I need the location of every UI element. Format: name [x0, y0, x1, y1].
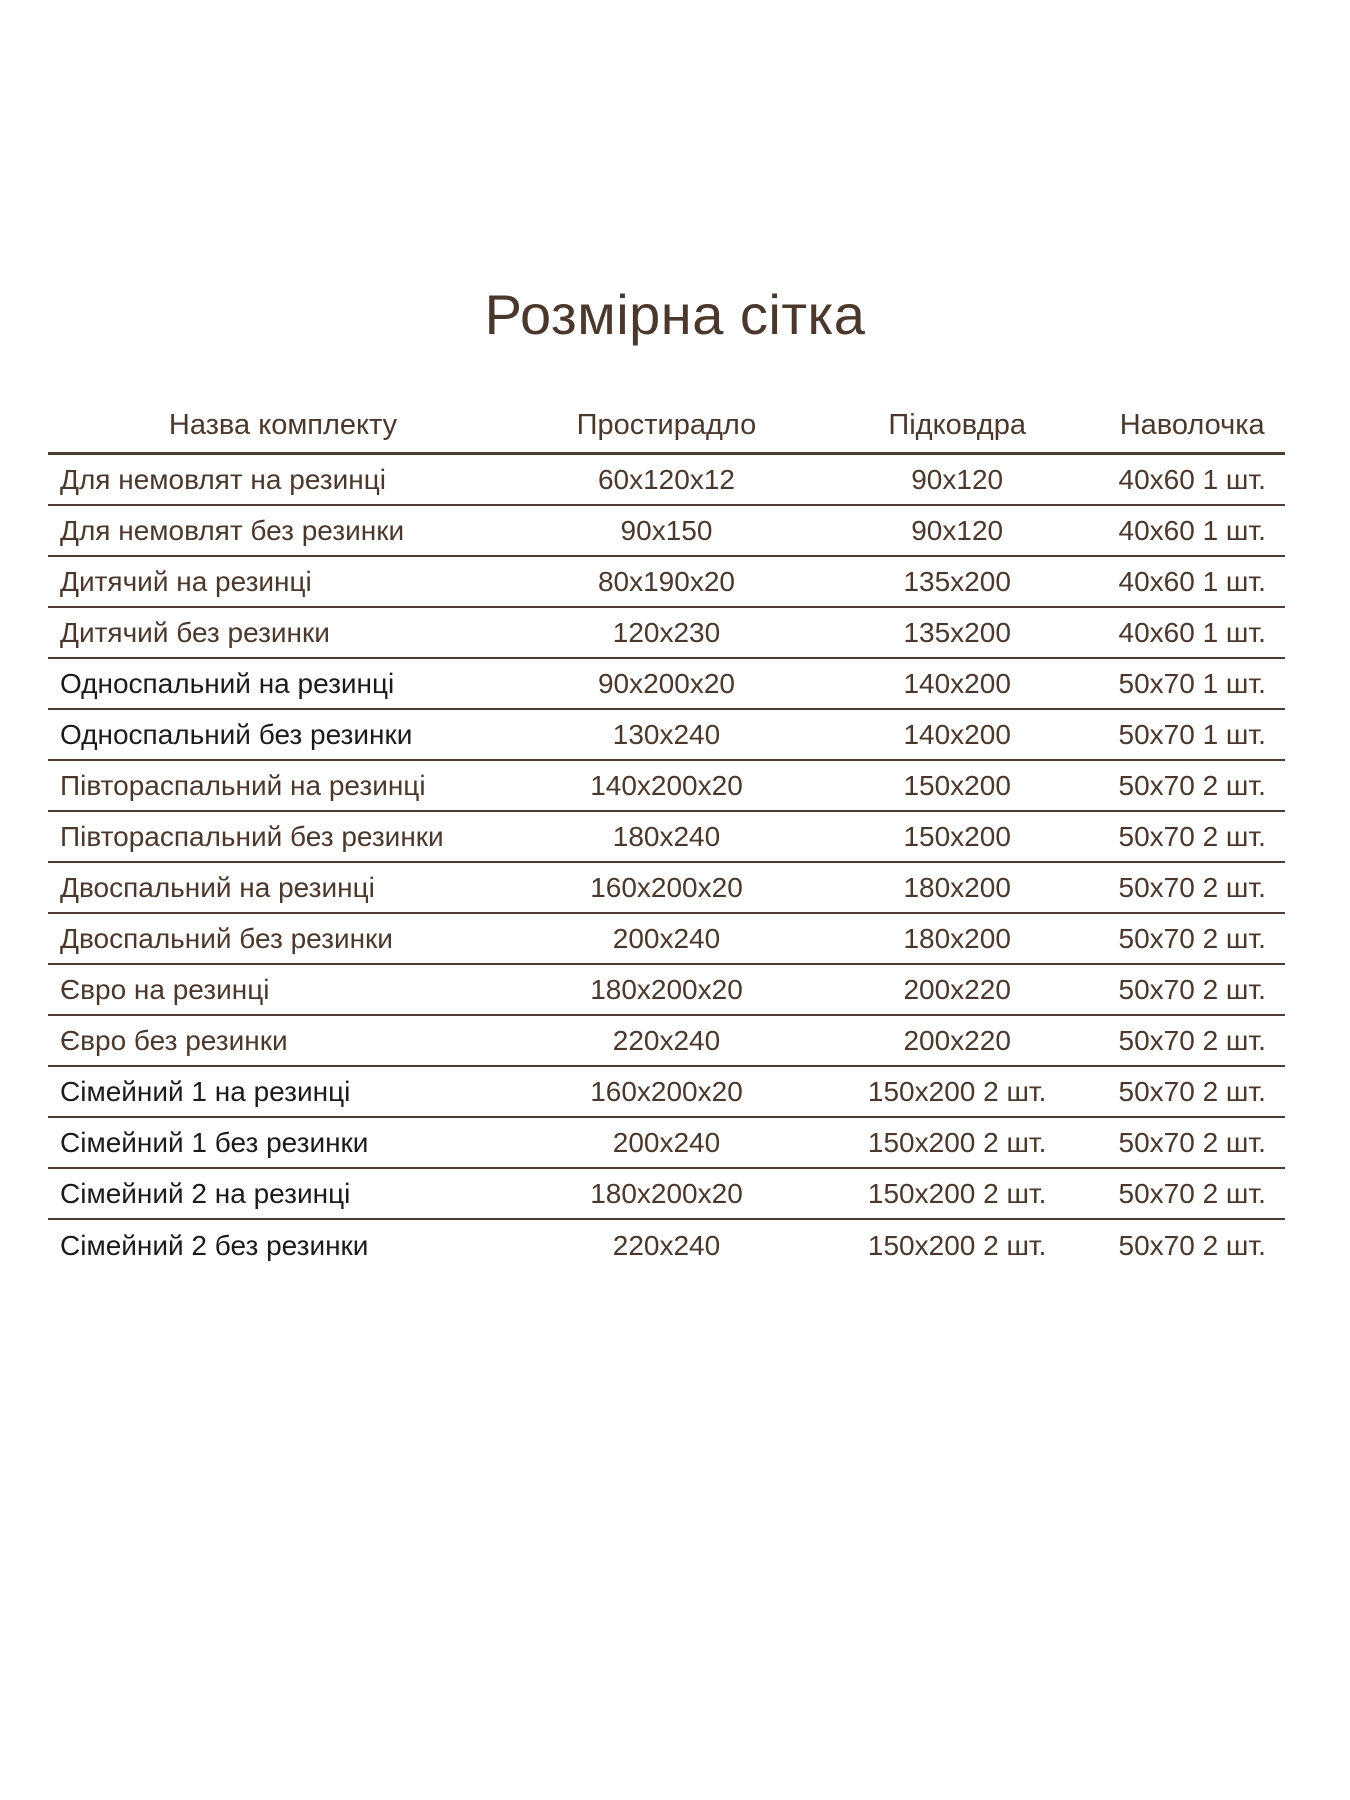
cell-set-name: Односпальний на резинці — [60, 667, 395, 699]
cell-sheet-size: 180х200х20 — [590, 973, 743, 1005]
cell-set-name: Для немовлят на резинці — [60, 463, 386, 495]
cell-duvet-size: 140х200 — [903, 718, 1011, 750]
table-row — [48, 761, 1285, 812]
cell-set-name: Односпальний без резинки — [60, 718, 413, 750]
cell-set-name: Для немовлят без резинки — [60, 514, 405, 546]
cell-set-name: Євро на резинці — [60, 973, 270, 1005]
cell-set-name: Півтораспальний на резинці — [60, 769, 426, 801]
cell-pillowcase-size: 50х70 1 шт. — [1118, 667, 1266, 699]
cell-duvet-size: 180х200 — [903, 871, 1011, 903]
cell-sheet-size: 160х200х20 — [590, 871, 743, 903]
cell-duvet-size: 135х200 — [903, 565, 1011, 597]
cell-set-name: Сімейний 2 на резинці — [60, 1177, 351, 1209]
column-header-pillowcase: Наволочка — [1119, 408, 1265, 441]
cell-pillowcase-size: 40х60 1 шт. — [1118, 565, 1266, 597]
cell-set-name: Сімейний 1 без резинки — [60, 1126, 369, 1158]
cell-duvet-size: 150х200 2 шт. — [867, 1177, 1047, 1209]
cell-duvet-size: 135х200 — [903, 616, 1011, 648]
cell-sheet-size: 120х230 — [612, 616, 721, 648]
cell-duvet-size: 200х220 — [903, 1024, 1011, 1056]
cell-sheet-size: 160х200х20 — [590, 1075, 743, 1107]
table-row — [48, 506, 1285, 557]
cell-sheet-size: 140х200х20 — [590, 769, 743, 801]
cell-duvet-size: 200х220 — [903, 973, 1011, 1005]
column-header-sheet: Простирадло — [576, 408, 757, 441]
cell-pillowcase-size: 40х60 1 шт. — [1118, 463, 1266, 495]
cell-sheet-size: 90х150 — [620, 514, 713, 546]
table-row — [48, 863, 1285, 914]
cell-sheet-size: 180х200х20 — [590, 1177, 743, 1209]
cell-sheet-size: 220х240 — [612, 1024, 721, 1056]
table-body — [48, 455, 1285, 1271]
cell-duvet-size: 150х200 — [903, 820, 1011, 852]
table-row — [48, 557, 1285, 608]
cell-duvet-size: 150х200 — [903, 769, 1011, 801]
cell-sheet-size: 90х200х20 — [597, 667, 735, 699]
cell-set-name: Євро без резинки — [60, 1024, 288, 1056]
cell-duvet-size: 140х200 — [903, 667, 1011, 699]
cell-duvet-size: 150х200 2 шт. — [867, 1229, 1047, 1261]
table-row — [48, 965, 1285, 1016]
cell-pillowcase-size: 50х70 1 шт. — [1118, 718, 1266, 750]
cell-pillowcase-size: 50х70 2 шт. — [1118, 973, 1266, 1005]
table-row — [48, 659, 1285, 710]
cell-duvet-size: 180х200 — [903, 922, 1011, 954]
table-row — [48, 1067, 1285, 1118]
cell-set-name: Дитячий без резинки — [60, 616, 330, 648]
cell-pillowcase-size: 50х70 2 шт. — [1118, 1177, 1266, 1209]
cell-duvet-size: 90х120 — [911, 514, 1004, 546]
column-header-duvet: Підковдра — [888, 408, 1026, 441]
table-row — [48, 1016, 1285, 1067]
table-row — [48, 608, 1285, 659]
cell-sheet-size: 60х120х12 — [597, 463, 735, 495]
page-title: Розмірна сітка — [484, 283, 866, 346]
table-row — [48, 1169, 1285, 1220]
cell-pillowcase-size: 50х70 2 шт. — [1118, 820, 1266, 852]
cell-set-name: Двоспальний на резинці — [60, 871, 375, 903]
cell-duvet-size: 90х120 — [911, 463, 1004, 495]
table-row — [48, 1118, 1285, 1169]
cell-pillowcase-size: 40х60 1 шт. — [1118, 514, 1266, 546]
cell-set-name: Півтораспальний без резинки — [60, 820, 444, 852]
cell-pillowcase-size: 40х60 1 шт. — [1118, 616, 1266, 648]
cell-pillowcase-size: 50х70 2 шт. — [1118, 1075, 1266, 1107]
cell-pillowcase-size: 50х70 2 шт. — [1118, 1229, 1266, 1261]
size-table — [48, 398, 1285, 1271]
table-row — [48, 455, 1285, 506]
table-row — [48, 812, 1285, 863]
cell-set-name: Дитячий на резинці — [60, 565, 312, 597]
table-row — [48, 710, 1285, 761]
cell-sheet-size: 200х240 — [612, 922, 721, 954]
cell-sheet-size: 180х240 — [612, 820, 721, 852]
cell-pillowcase-size: 50х70 2 шт. — [1118, 922, 1266, 954]
table-header-row — [48, 398, 1285, 455]
table-row — [48, 914, 1285, 965]
column-header-set-name: Назва комплекту — [168, 408, 398, 441]
cell-sheet-size: 200х240 — [612, 1126, 721, 1158]
cell-set-name: Сімейний 2 без резинки — [60, 1229, 369, 1261]
cell-set-name: Двоспальний без резинки — [60, 922, 393, 954]
cell-pillowcase-size: 50х70 2 шт. — [1118, 769, 1266, 801]
cell-set-name: Сімейний 1 на резинці — [60, 1075, 351, 1107]
cell-pillowcase-size: 50х70 2 шт. — [1118, 1024, 1266, 1056]
cell-sheet-size: 80х190х20 — [597, 565, 735, 597]
cell-sheet-size: 130х240 — [612, 718, 721, 750]
cell-duvet-size: 150х200 2 шт. — [867, 1075, 1047, 1107]
cell-pillowcase-size: 50х70 2 шт. — [1118, 871, 1266, 903]
cell-sheet-size: 220х240 — [612, 1229, 721, 1261]
cell-duvet-size: 150х200 2 шт. — [867, 1126, 1047, 1158]
table-row — [48, 1220, 1285, 1271]
cell-pillowcase-size: 50х70 2 шт. — [1118, 1126, 1266, 1158]
